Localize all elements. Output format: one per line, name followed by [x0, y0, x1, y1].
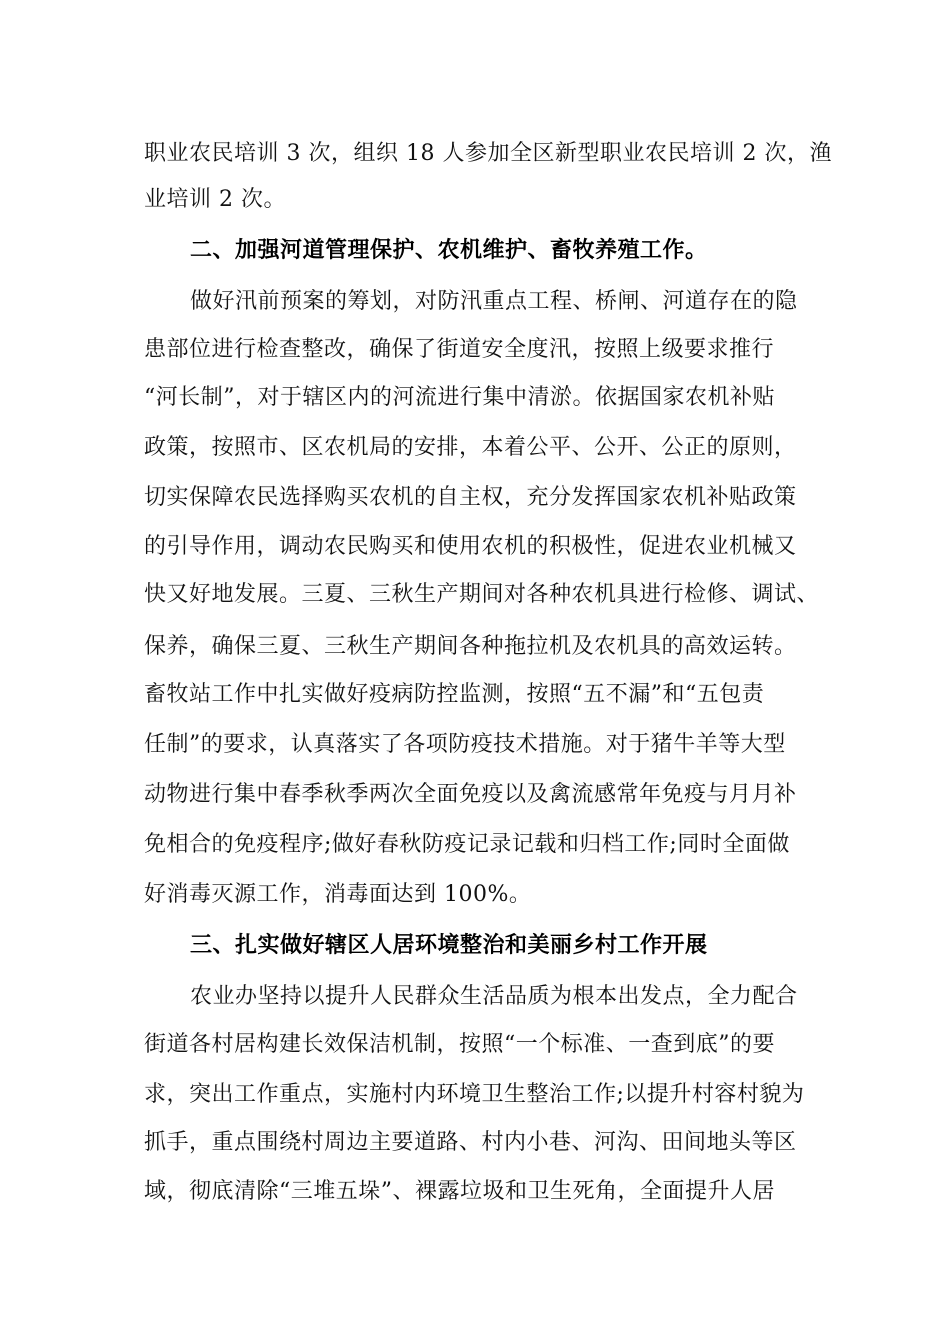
paragraph-line: 快又好地发展。三夏、三秋生产期间对各种农机具进行检修、调试、 [144, 582, 820, 607]
paragraph-line: 做好汛前预案的筹划，对防汛重点工程、桥闸、河道存在的隐 [190, 289, 798, 314]
paragraph-line: 职业农民培训 3 次，组织 18 人参加全区新型职业农民培训 2 次，渔 [144, 141, 832, 166]
paragraph-line: 政策，按照市、区农机局的安排，本着公平、公开、公正的原则， [144, 435, 797, 460]
paragraph-line: 任制”的要求，认真落实了各项防疫技术措施。对于猪牛羊等大型 [144, 732, 786, 757]
paragraph-line: 求，突出工作重点，实施村内环境卫生整治工作;以提升村容村貌为 [144, 1082, 805, 1107]
paragraph-line: 域，彻底清除“三堆五垛”、裸露垃圾和卫生死角，全面提升人居 [144, 1179, 775, 1204]
section-heading-2: 二、加强河道管理保护、农机维护、畜牧养殖工作。 [190, 238, 708, 263]
paragraph-line: 切实保障农民选择购买农机的自主权，充分发挥国家农机补贴政策 [144, 485, 797, 510]
paragraph-line: 免相合的免疫程序;做好春秋防疫记录记载和归档工作;同时全面做 [144, 832, 790, 857]
paragraph-line: 业培训 2 次。 [144, 187, 286, 212]
paragraph-line: “河长制”，对于辖区内的河流进行集中清淤。依据国家农机补贴 [144, 385, 775, 410]
section-heading-3: 三、扎实做好辖区人居环境整治和美丽乡村工作开展 [190, 933, 708, 958]
paragraph-line: 好消毒灭源工作，消毒面达到 100%。 [144, 882, 532, 907]
paragraph-line: 的引导作用，调动农民购买和使用农机的积极性，促进农业机械又 [144, 534, 797, 559]
paragraph-line: 动物进行集中春季秋季两次全面免疫以及禽流感常年免疫与月月补 [144, 782, 797, 807]
paragraph-line: 街道各村居构建长效保洁机制，按照“一个标准、一查到底”的要 [144, 1032, 775, 1057]
paragraph-line: 患部位进行检查整改，确保了街道安全度汛，按照上级要求推行 [144, 337, 775, 362]
paragraph-line: 抓手，重点围绕村周边主要道路、村内小巷、河沟、田间地头等区 [144, 1130, 797, 1155]
paragraph-line: 畜牧站工作中扎实做好疫病防控监测，按照“五不漏”和“五包责 [144, 682, 765, 707]
paragraph-line: 农业办坚持以提升人民群众生活品质为根本出发点，全力配合 [190, 984, 798, 1009]
paragraph-line: 保养，确保三夏、三秋生产期间各种拖拉机及农机具的高效运转。 [144, 634, 797, 659]
